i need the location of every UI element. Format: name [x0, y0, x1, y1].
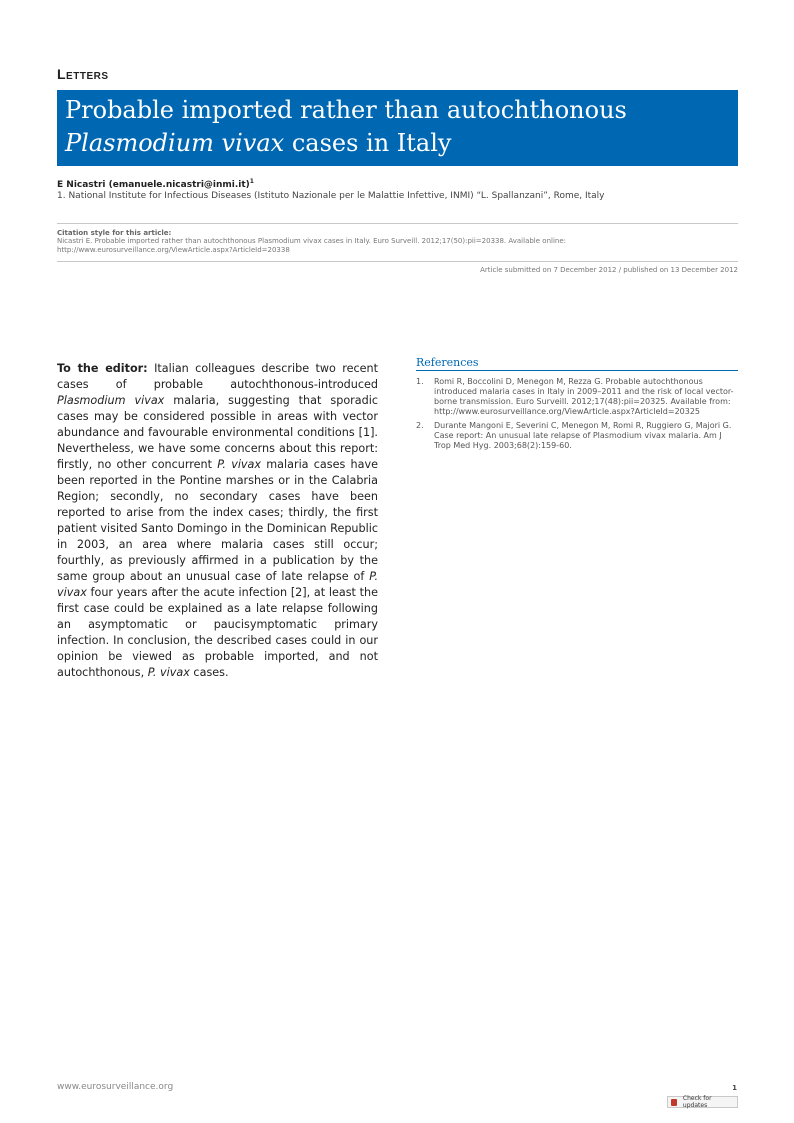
- check-for-updates-button[interactable]: [667, 1096, 738, 1108]
- page-number: 1: [732, 1084, 737, 1092]
- reference-number: 1.: [416, 377, 424, 386]
- body-italic-1: Plasmodium vivax: [57, 394, 165, 407]
- author-name-text: E Nicastri (emanuele.nicastri@inmi.it): [57, 180, 250, 190]
- body-italic-3: P. vivax: [57, 570, 378, 599]
- crossmark-icon: [671, 1099, 677, 1106]
- divider-top: [57, 223, 738, 224]
- letter-lead: To the editor:: [57, 362, 148, 375]
- reference-text: Durante Mangoni E, Severini C, Menegon M, Romi R, Ruggiero G, Majori G. Case report: An unusual late relapse of Plasmodium vivax malaria. Am J Trop Med Hyg. 2003;68(2):159-60.: [434, 421, 732, 450]
- author-affil-marker: 1: [249, 178, 254, 185]
- citation-text: Nicastri E. Probable imported rather than autochthonous Plasmodium vivax cases in Italy. Euro Surveill. 2012;17(50):pii=20338. Available online: http://www.eurosurveillance.org/ViewArticle.aspx?ArticleId=20338: [57, 237, 566, 254]
- reference-number: 2.: [416, 421, 424, 430]
- title-line-2: [65, 127, 730, 160]
- reference-item: [416, 377, 738, 417]
- citation-heading: Citation style for this article:: [57, 229, 172, 237]
- body-text-1: Italian colleagues describe two recent cases of probable autochthonous-introduced: [57, 362, 379, 391]
- title-rest: cases in Italy: [284, 129, 452, 157]
- title-line-1: Probable imported rather than autochthonous: [65, 96, 627, 124]
- body-text-4: four years after the acute infection [2], at least the first case could be explained as a late relapse following an asymptomatic or paucisymptomatic primary infection. In conclusion, the described cases could in our opinion be viewed as probable imported, and not autochthonous,: [57, 586, 378, 679]
- body-text-2: malaria, suggesting that sporadic cases may be considered possible in areas with vector abundance and favourable environmental conditions [1]. Nevertheless, we have some concerns about this report: firstly, no other concurrent: [57, 394, 378, 471]
- check-for-updates-label: Check for updates: [682, 1095, 712, 1109]
- author-affiliation: 1. National Institute for Infectious Diseases (Istituto Nazionale per le Malattie Infettive, INMI) “L. Spallanzani”, Rome, Italy: [57, 191, 605, 201]
- section-label: Letters: [57, 66, 109, 82]
- body-text-3: malaria cases have been reported in the Pontine marshes or in the Calabria Region; secondly, no secondary cases have been reported to arise from the index cases; thirdly, the first patient visited Santo Domingo in the Dominican Republic in 2003, an area where malaria cases still occur; fourthly, as previously affirmed in a publication by the same group about an unusual case of late relapse of: [57, 458, 378, 583]
- references-list: [416, 377, 738, 455]
- divider-bottom: [57, 261, 738, 262]
- letter-body: [57, 361, 378, 681]
- article-title: [57, 90, 738, 166]
- references-rule: [416, 370, 738, 371]
- reference-item: [416, 421, 738, 451]
- body-italic-2: P. vivax: [217, 458, 262, 471]
- title-species: Plasmodium vivax: [65, 129, 285, 157]
- reference-text[interactable]: Romi R, Boccolini D, Menegon M, Rezza G. Probable autochthonous introduced malaria cases in Italy in 2009–2011 and the risk of local vector-borne transmission. Euro Surveill. 2012;17(48):pii=20325. Available from: http://www.eurosurveillance.org/ViewArticle.aspx?ArticleId=20325: [434, 377, 734, 416]
- footer-url[interactable]: www.eurosurveillance.org: [57, 1082, 174, 1092]
- submission-date: Article submitted on 7 December 2012 / published on 13 December 2012: [480, 266, 738, 274]
- body-italic-4: P. vivax: [147, 666, 190, 679]
- references-heading: References: [416, 356, 479, 369]
- body-text-5: cases.: [189, 666, 229, 679]
- author-name: [57, 178, 254, 190]
